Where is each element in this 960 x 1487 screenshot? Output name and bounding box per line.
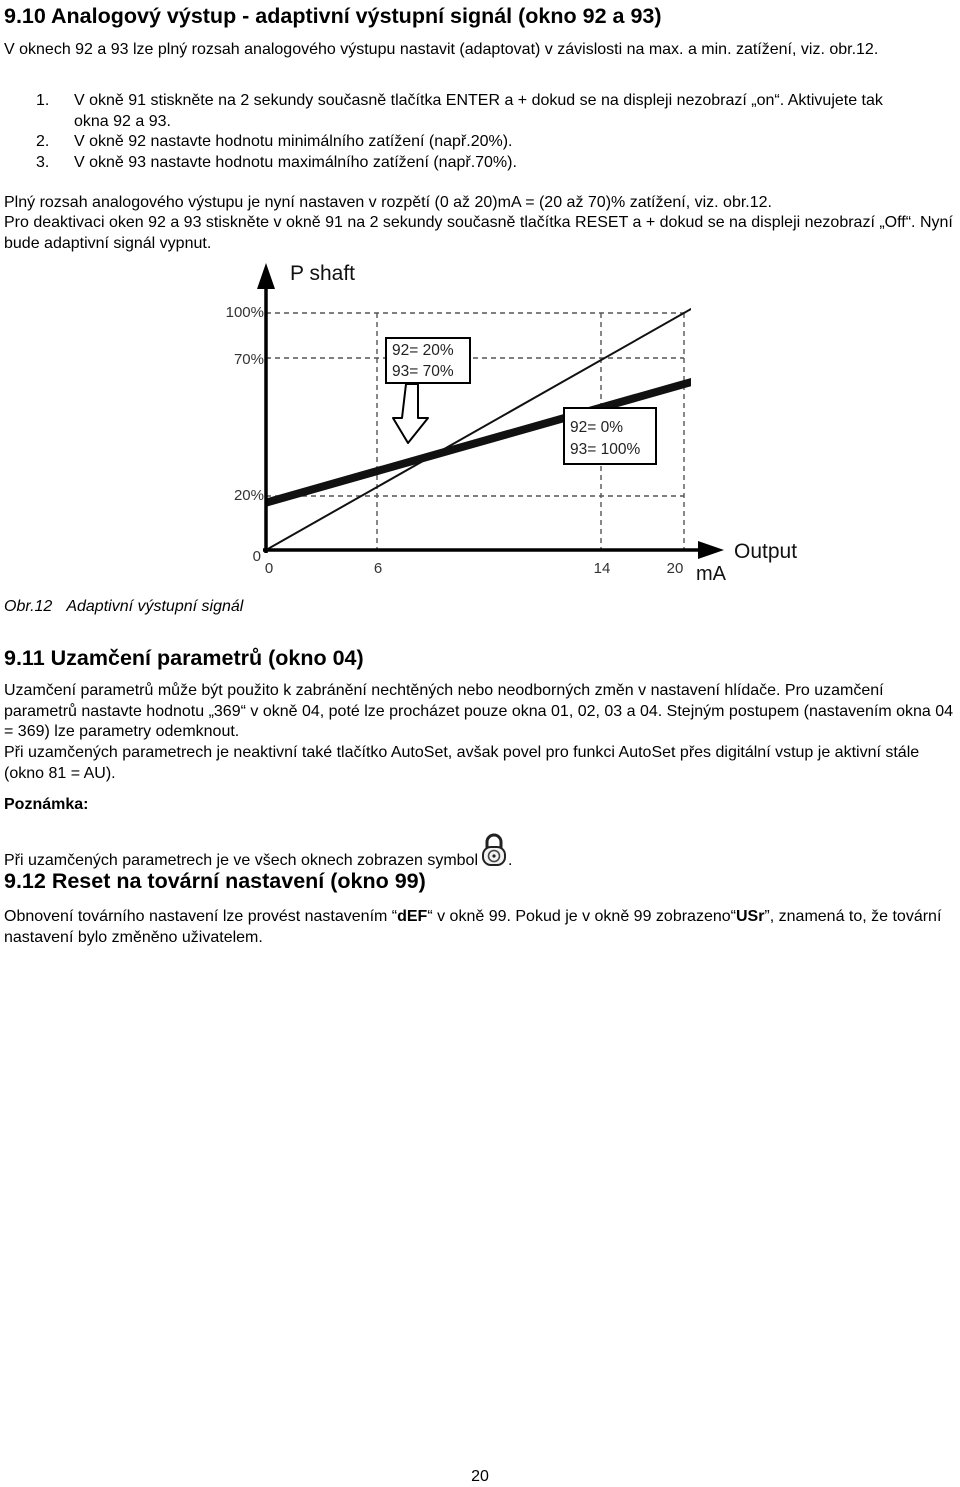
annotation-line: 93= 100% <box>570 441 641 458</box>
list-item <box>4 153 904 174</box>
x-axis-unit: mA <box>696 563 726 585</box>
note-end: . <box>508 852 513 869</box>
steps-list <box>4 91 904 173</box>
autoset-paragraph: Při uzamčených parametrech je neaktivní také tlačítko AutoSet, avšak povel pro funkci AutoSet přes digitální vstup je aktivní stále (okno 81 = AU). <box>4 744 920 782</box>
figure-caption-title: Adaptivní výstupní signál <box>66 598 244 615</box>
annotation-box-0-100 <box>564 408 656 464</box>
x-axis-title: Output <box>734 540 798 563</box>
annotation-line: 92= 0% <box>570 419 624 436</box>
section-heading-9-10: 9.10 Analogový výstup - adaptivní výstupní signál (okno 92 a 93) <box>4 4 662 28</box>
y-axis-title: P shaft <box>290 262 355 285</box>
note-heading: Poznámka: <box>4 796 89 813</box>
y-tick-label: 100% <box>225 304 264 321</box>
step-text: V okně 92 nastavte hodnotu minimálního zatížení (např.20%). <box>74 133 513 150</box>
annotation-box-20-70 <box>386 338 470 383</box>
annotation-line: 92= 20% <box>392 342 454 359</box>
y-tick-label: 20% <box>233 487 264 504</box>
list-item <box>4 91 904 132</box>
reset-text: ”, znamená to, že tovární nastavení bylo změněno uživatelem. <box>4 908 942 946</box>
deactivate-paragraph: Pro deaktivaci oken 92 a 93 stiskněte v okně 91 na 2 sekundy současně tlačítka RESET a + dokud se na displeji nezobrazí „Off“. Nyní bude adaptivní signál vypnut. <box>4 214 953 252</box>
step-number: 3. <box>36 153 50 171</box>
annotation-line: 93= 70% <box>392 363 454 380</box>
note-text: Při uzamčených parametrech je ve všech oknech zobrazen symbol <box>4 852 478 869</box>
annotation-arrow <box>393 384 428 443</box>
padlock-icon <box>481 833 507 867</box>
reset-text: Obnovení továrního nastavení lze provést nastavením “ <box>4 908 398 925</box>
y-axis-arrow <box>257 263 275 289</box>
x-tick-label: 20 <box>666 560 684 577</box>
x-tick-label: 0 <box>264 560 274 577</box>
section-heading-9-11: 9.11 Uzamčení parametrů (okno 04) <box>4 646 364 670</box>
adaptive-output-chart <box>210 258 830 590</box>
code-usr: USr <box>735 908 765 925</box>
intro-paragraph: V oknech 92 a 93 lze plný rozsah analogového výstupu nastavit (adaptovat) v závislosti na max. a min. zatížení, viz. obr.12. <box>4 41 879 58</box>
step-text: V okně 91 stiskněte na 2 sekundy současně tlačítka ENTER a + dokud se na displeji nezobrazí „on“. Aktivujete tak okna 92 a 93. <box>74 92 883 130</box>
figure-caption <box>4 597 243 617</box>
step-number: 2. <box>36 133 50 150</box>
x-tick-label: 6 <box>373 560 383 577</box>
section-heading-9-12: 9.12 Reset na tovární nastavení (okno 99) <box>4 869 426 893</box>
y-tick-label: 0 <box>252 548 261 565</box>
reset-paragraph <box>4 907 960 948</box>
figure-caption-label: Obr.12 <box>4 598 53 615</box>
reset-text: “ v okně 99. Pokud je v okně 99 zobrazeno“ <box>427 908 736 925</box>
y-tick-label: 70% <box>233 351 264 368</box>
list-item <box>4 132 904 153</box>
step-text: V okně 93 nastavte hodnotu maximálního zatížení (např.70%). <box>74 153 517 171</box>
x-axis-arrow <box>698 541 724 559</box>
code-def: dEF <box>397 908 428 925</box>
range-paragraph: Plný rozsah analogového výstupu je nyní nastaven v rozpětí (0 až 20)mA = (20 až 70)% zatížení, viz. obr.12. <box>4 194 772 211</box>
page-number: 20 <box>471 1468 489 1485</box>
x-tick-label: 14 <box>593 560 611 577</box>
step-number: 1. <box>36 92 50 109</box>
note-paragraph <box>4 833 960 872</box>
lock-paragraph: Uzamčení parametrů může být použito k zabránění nechtěných nebo neodborných změn v nastavení hlídače. Pro uzamčení parametrů nastavte hodnotu „369“ v okně 04, poté lze procházet pouze okna 01, 02, 03 a 04. Stejným postupem (nastavením okna 04 = 369) lze parametry odemknout. <box>4 682 954 740</box>
